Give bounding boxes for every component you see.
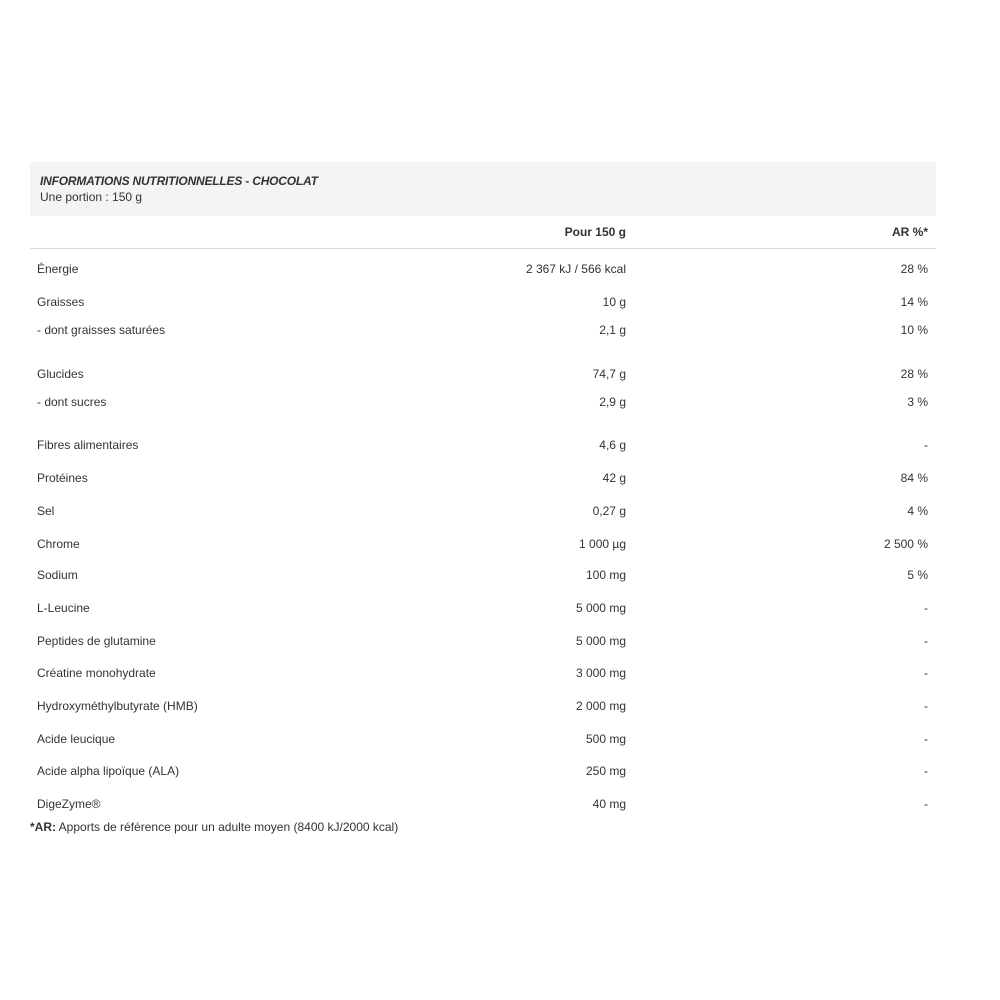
nutrition-table bbox=[30, 162, 936, 819]
nutrient-value: 4,6 g bbox=[599, 438, 626, 452]
nutrient-ar-percent: - bbox=[924, 732, 928, 746]
nutrient-value: 0,27 g bbox=[592, 504, 626, 518]
nutrient-value: 5 000 mg bbox=[575, 601, 626, 615]
nutrient-name: Chrome bbox=[37, 537, 80, 551]
table-row bbox=[30, 501, 936, 521]
nutrient-ar-percent: 10 % bbox=[900, 323, 928, 337]
nutrient-name: Graisses bbox=[37, 295, 85, 309]
nutrient-value: 3 000 mg bbox=[575, 666, 626, 680]
nutrient-name: Protéines bbox=[37, 471, 88, 485]
nutrient-name: Acide leucique bbox=[37, 732, 116, 746]
table-row bbox=[30, 320, 936, 340]
table-row bbox=[30, 259, 936, 279]
nutrient-ar-percent: 28 % bbox=[900, 367, 928, 381]
table-title: INFORMATIONS NUTRITIONNELLES - CHOCOLAT bbox=[40, 174, 318, 188]
table-row bbox=[30, 292, 936, 312]
nutrient-ar-percent: 5 % bbox=[907, 568, 928, 582]
nutrient-name: Fibres alimentaires bbox=[37, 438, 139, 452]
table-row bbox=[30, 794, 936, 814]
nutrient-value: 74,7 g bbox=[592, 367, 626, 381]
nutrient-value: 2 000 mg bbox=[575, 699, 626, 713]
column-header-ar: AR %* bbox=[891, 225, 928, 239]
nutrient-value: 10 g bbox=[602, 295, 626, 309]
table-row bbox=[30, 696, 936, 716]
nutrient-ar-percent: - bbox=[924, 601, 928, 615]
column-headers bbox=[30, 216, 936, 249]
table-row bbox=[30, 663, 936, 683]
footnote-text: Apports de référence pour un adulte moyen (8400 kJ/2000 kcal) bbox=[56, 820, 399, 834]
nutrient-ar-percent: - bbox=[924, 438, 928, 452]
nutrition-rows bbox=[30, 249, 936, 819]
nutrient-name: Énergie bbox=[37, 262, 79, 276]
nutrient-ar-percent: 28 % bbox=[900, 262, 928, 276]
table-row bbox=[30, 598, 936, 618]
nutrient-ar-percent: 14 % bbox=[900, 295, 928, 309]
nutrient-ar-percent: - bbox=[924, 666, 928, 680]
nutrient-value: 2,1 g bbox=[599, 323, 626, 337]
portion-size: Une portion : 150 g bbox=[40, 190, 143, 204]
column-header-value: Pour 150 g bbox=[564, 225, 626, 239]
table-row bbox=[30, 729, 936, 749]
nutrient-name: - dont graisses saturées bbox=[37, 323, 166, 337]
nutrient-name: - dont sucres bbox=[37, 395, 107, 409]
table-row bbox=[30, 534, 936, 554]
table-row bbox=[30, 631, 936, 651]
table-row bbox=[30, 468, 936, 488]
footnote bbox=[30, 820, 398, 834]
nutrient-name: Acide alpha lipoïque (ALA) bbox=[37, 764, 180, 778]
nutrient-value: 5 000 mg bbox=[575, 634, 626, 648]
nutrient-name: Peptides de glutamine bbox=[37, 634, 156, 648]
nutrient-value: 250 mg bbox=[585, 764, 626, 778]
table-header bbox=[30, 162, 936, 216]
nutrient-name: Glucides bbox=[37, 367, 84, 381]
nutrient-value: 500 mg bbox=[585, 732, 626, 746]
nutrient-name: DigeZyme® bbox=[37, 797, 101, 811]
nutrient-name: L-Leucine bbox=[37, 601, 90, 615]
nutrient-ar-percent: - bbox=[924, 797, 928, 811]
nutrient-name: Sodium bbox=[37, 568, 78, 582]
nutrient-value: 100 mg bbox=[585, 568, 626, 582]
nutrient-ar-percent: - bbox=[924, 699, 928, 713]
nutrient-name: Hydroxyméthylbutyrate (HMB) bbox=[37, 699, 198, 713]
nutrient-value: 42 g bbox=[602, 471, 626, 485]
nutrient-ar-percent: 84 % bbox=[900, 471, 928, 485]
nutrient-ar-percent: - bbox=[924, 634, 928, 648]
nutrient-ar-percent: - bbox=[924, 764, 928, 778]
nutrient-value: 2 367 kJ / 566 kcal bbox=[525, 262, 626, 276]
nutrient-ar-percent: 2 500 % bbox=[883, 537, 928, 551]
table-row bbox=[30, 761, 936, 781]
nutrient-value: 1 000 µg bbox=[579, 537, 626, 551]
table-row bbox=[30, 565, 936, 585]
table-row bbox=[30, 392, 936, 412]
nutrient-value: 40 mg bbox=[592, 797, 626, 811]
nutrient-value: 2,9 g bbox=[599, 395, 626, 409]
nutrient-name: Créatine monohydrate bbox=[37, 666, 156, 680]
table-row bbox=[30, 435, 936, 455]
footnote-label: *AR: bbox=[30, 820, 56, 834]
nutrient-ar-percent: 3 % bbox=[907, 395, 928, 409]
nutrient-ar-percent: 4 % bbox=[907, 504, 928, 518]
nutrient-name: Sel bbox=[37, 504, 55, 518]
table-row bbox=[30, 364, 936, 384]
